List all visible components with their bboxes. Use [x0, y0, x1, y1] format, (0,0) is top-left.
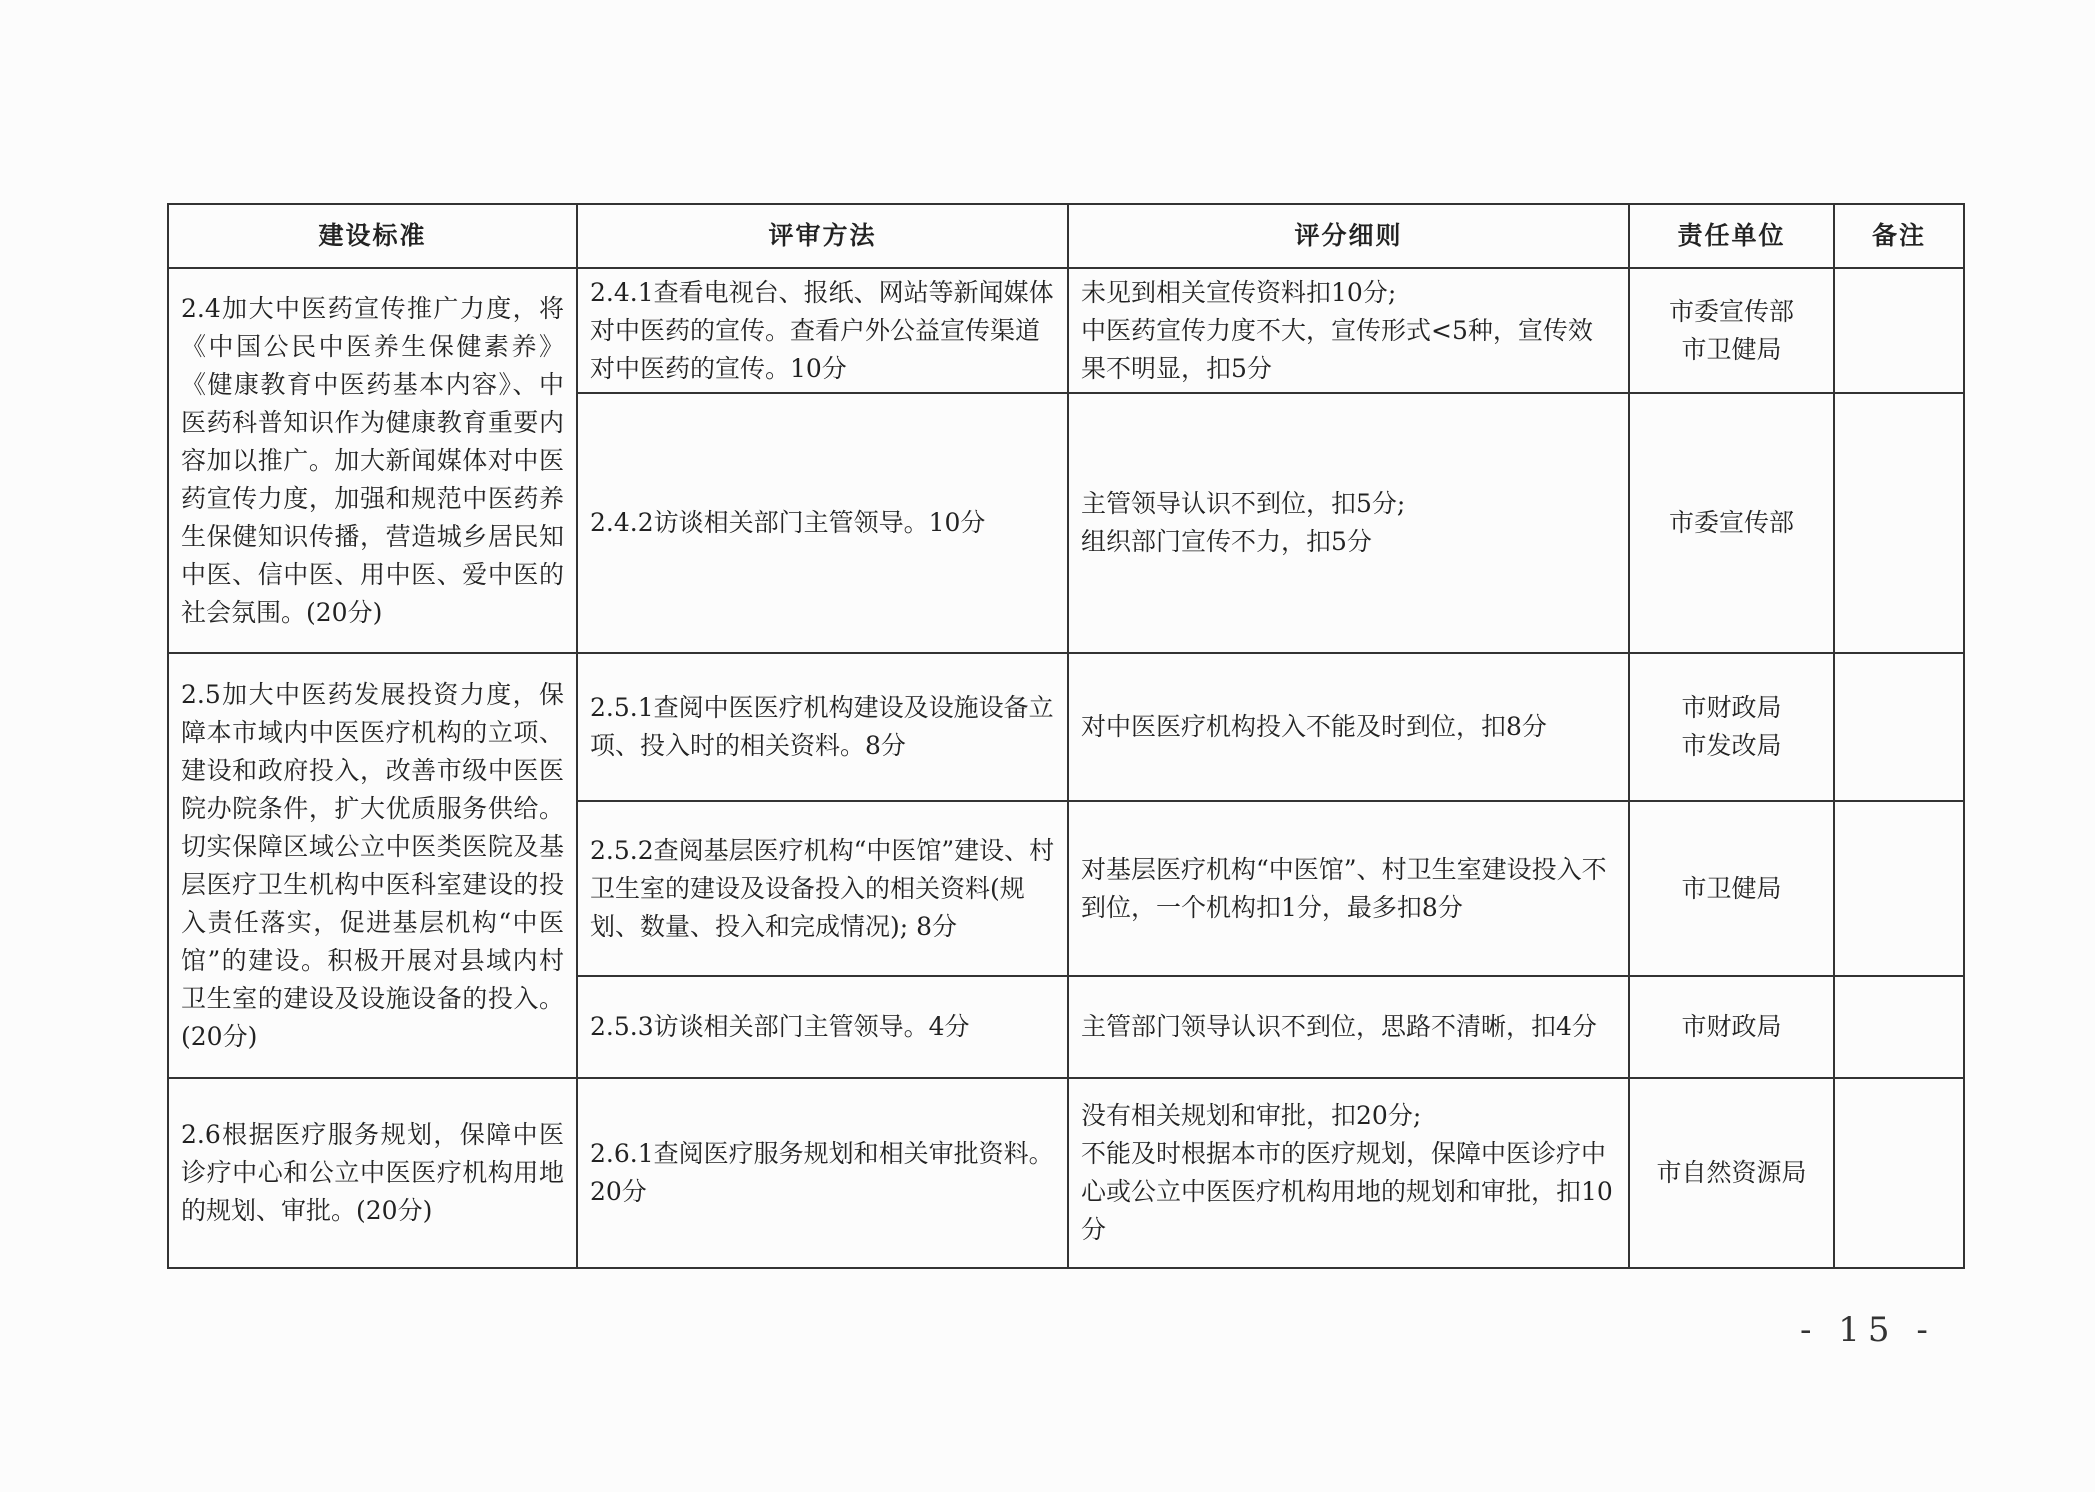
- detail-cell: 主管部门领导认识不到位，思路不清晰，扣4分: [1068, 976, 1629, 1078]
- page-number: - 15 -: [1800, 1310, 1936, 1350]
- detail-cell: 对基层医疗机构“中医馆”、村卫生室建设投入不到位，一个机构扣1分，最多扣8分: [1068, 801, 1629, 976]
- header-method: 评审方法: [577, 204, 1068, 268]
- table-row: [168, 268, 1964, 393]
- note-cell: [1834, 976, 1964, 1078]
- detail-cell: 主管领导认识不到位，扣5分; 组织部门宣传不力，扣5分: [1068, 393, 1629, 653]
- table-header-row: [168, 204, 1964, 268]
- evaluation-standards-table: [167, 203, 1965, 1269]
- unit-cell: 市委宣传部: [1629, 393, 1834, 653]
- unit-cell: 市财政局 市发改局: [1629, 653, 1834, 801]
- header-detail: 评分细则: [1068, 204, 1629, 268]
- detail-cell: 对中医医疗机构投入不能及时到位，扣8分: [1068, 653, 1629, 801]
- header-note: 备注: [1834, 204, 1964, 268]
- method-cell: 2.5.3访谈相关部门主管领导。4分: [577, 976, 1068, 1078]
- note-cell: [1834, 653, 1964, 801]
- method-cell: 2.4.2访谈相关部门主管领导。10分: [577, 393, 1068, 653]
- method-cell: 2.5.2查阅基层医疗机构“中医馆”建设、村卫生室的建设及设备投入的相关资料(规划、数量、投入和完成情况); 8分: [577, 801, 1068, 976]
- unit-cell: 市卫健局: [1629, 801, 1834, 976]
- note-cell: [1834, 393, 1964, 653]
- unit-cell: 市财政局: [1629, 976, 1834, 1078]
- note-cell: [1834, 268, 1964, 393]
- detail-cell: 未见到相关宣传资料扣10分; 中医药宣传力度不大，宣传形式<5种，宣传效果不明显，扣5分: [1068, 268, 1629, 393]
- method-cell: 2.6.1查阅医疗服务规划和相关审批资料。20分: [577, 1078, 1068, 1268]
- standard-cell: 2.5加大中医药发展投资力度，保障本市域内中医医疗机构的立项、建设和政府投入，改善市级中医医院办院条件，扩大优质服务供给。切实保障区域公立中医类医院及基层医疗卫生机构中医科室建设的投入责任落实，促进基层机构“中医馆”的建设。积极开展对县域内村卫生室的建设及设施设备的投入。(20分): [168, 653, 577, 1078]
- unit-cell: 市自然资源局: [1629, 1078, 1834, 1268]
- header-standard: 建设标准: [168, 204, 577, 268]
- header-unit: 责任单位: [1629, 204, 1834, 268]
- unit-cell: 市委宣传部 市卫健局: [1629, 268, 1834, 393]
- standard-cell: 2.6根据医疗服务规划，保障中医诊疗中心和公立中医医疗机构用地的规划、审批。(20分): [168, 1078, 577, 1268]
- method-cell: 2.4.1查看电视台、报纸、网站等新闻媒体对中医药的宣传。查看户外公益宣传渠道对中医药的宣传。10分: [577, 268, 1068, 393]
- detail-cell: 没有相关规划和审批，扣20分; 不能及时根据本市的医疗规划，保障中医诊疗中心或公立中医医疗机构用地的规划和审批，扣10分: [1068, 1078, 1629, 1268]
- standard-cell: 2.4加大中医药宣传推广力度，将《中国公民中医养生保健素养》《健康教育中医药基本内容》、中医药科普知识作为健康教育重要内容加以推广。加大新闻媒体对中医药宣传力度，加强和规范中医药养生保健知识传播，营造城乡居民知中医、信中医、用中医、爱中医的社会氛围。(20分): [168, 268, 577, 653]
- note-cell: [1834, 1078, 1964, 1268]
- table-row: [168, 1078, 1964, 1268]
- table-row: [168, 653, 1964, 801]
- method-cell: 2.5.1查阅中医医疗机构建设及设施设备立项、投入时的相关资料。8分: [577, 653, 1068, 801]
- note-cell: [1834, 801, 1964, 976]
